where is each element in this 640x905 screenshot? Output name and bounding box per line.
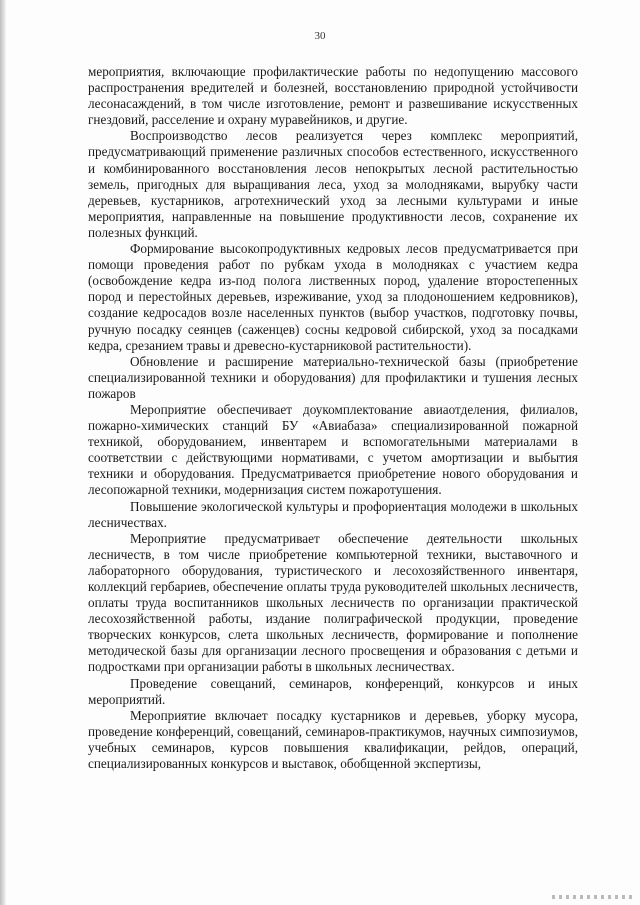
body-text [88,64,578,772]
paragraph-6: Повышение экологической культуры и профориентация молодежи в школьных лесничествах. [88,498,578,530]
paragraph-5: Мероприятие обеспечивает доукомплектование авиаотделения, филиалов, пожарно-химических станций БУ «Авиабаза» специализированной пожарной техникой, оборудованием, инвентарем и вспомогательными материалами в соответствии с действующими нормативами, с учетом амортизации и выбытия техники и оборудования. Предусматривается приобретение нового оборудования и лесопожарной техники, модернизация систем пожаротушения. [88,401,578,498]
paragraph-1: мероприятия, включающие профилактические работы по недопущению массового распространения вредителей и болезней, восстановлению природной устойчивости лесонасаждений, в том числе изготовление, ремонт и развешивание искусственных гнездовий, расселение и охрану муравейников, и другие. [88,64,578,128]
paragraph-4: Обновление и расширение материально-технической базы (приобретение специализированной техники и оборудования) для профилактики и тушения лесных пожаров [88,353,578,401]
paragraph-2: Воспроизводство лесов реализуется через комплекс мероприятий, предусматривающий применение различных способов естественного, искусственного и комбинированного восстановления лесов непокрытых лесной растительностью земель, пригодных для выращивания леса, уход за молодняками, вырубку части деревьев, кустарников, агротехнический уход за лесными культурами и иные мероприятия, направленные на повышение продуктивности лесов, сохранение их полезных функций. [88,128,578,240]
scan-artifact [552,895,632,899]
paragraph-9: Мероприятие включает посадку кустарников и деревьев, уборку мусора, проведение конференций, совещаний, семинаров-практикумов, научных симпозиумов, учебных семинаров, курсов повышения квалификации, рейдов, операций, специализированных конкурсов и выставок, обобщенной экспертизы, [88,707,578,772]
paragraph-3: Формирование высокопродуктивных кедровых лесов предусматривается при помощи проведения работ по рубкам ухода в молодняках с участием кедра (освобождение кедра из-под полога лиственных пород, удаление второстепенных пород и перестойных деревьев, изреживание, уход за плодоношением кедровников), создание кедросадов возле населенных пунктов (выбор участков, подготовку почвы, ручную посадку сеянцев (саженцев) сосны кедровой сибирской, уход за посадками кедра, срезанием травы и древесно-кустарниковой растительности). [88,241,578,353]
paragraph-7: Мероприятие предусматривает обеспечение деятельности школьных лесничеств, в том числе приобретение компьютерной техники, выставочного и лабораторного оборудования, туристического и лесохозяйственного инвентаря, коллекций гербариев, обеспечение оплаты труда руководителей школьных лесничеств, оплаты труда воспитанников школьных лесничеств по организации практической лесохозяйственной работы, издание полиграфической продукции, проведение творческих конкурсов, слета школьных лесничеств, формирование и пополнение методической базы для организации лесного просвещения и образования с детьми и подростками при организации работы в школьных лесничествах. [88,530,578,675]
page-number: 30 [314,30,326,42]
paragraph-8: Проведение совещаний, семинаров, конференций, конкурсов и иных мероприятий. [88,675,578,707]
scan-edge-shadow [0,0,6,905]
